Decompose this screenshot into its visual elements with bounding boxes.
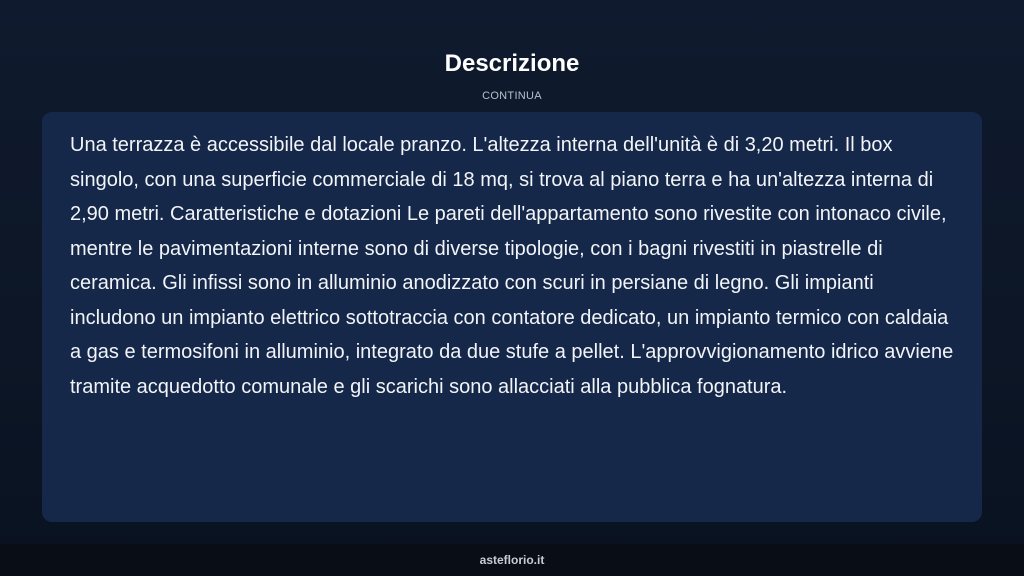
footer-site-label: asteflorio.it xyxy=(479,553,545,567)
page-subtitle: CONTINUA xyxy=(482,90,542,102)
footer-bar xyxy=(0,544,1024,576)
description-card xyxy=(42,112,982,522)
page-title: Descrizione xyxy=(444,50,580,77)
description-text: Una terrazza è accessibile dal locale pranzo. L'altezza interna dell'unità è di 3,20 metri. Il box singolo, con una superficie commerciale di 18 mq, si trova al piano terra e ha un'altezza interna di 2,90 metri. Caratteristiche e dotazioni Le pareti dell'appartamento sono rivestite con intonaco civile, mentre le pavimentazioni interne sono di diverse tipologie, con i bagni rivestiti in piastrelle di ceramica. Gli infissi sono in alluminio anodizzato con scuri in persiane di legno. Gli impianti includono un impianto elettrico sottotraccia con contatore dedicato, un impianto termico con caldaia a gas e termosifoni in alluminio, integrato da due stufe a pellet. L'approvvigionamento idrico avviene tramite acquedotto comunale e gli scarichi sono allacciati alla pubblica fognatura. xyxy=(70,134,954,398)
